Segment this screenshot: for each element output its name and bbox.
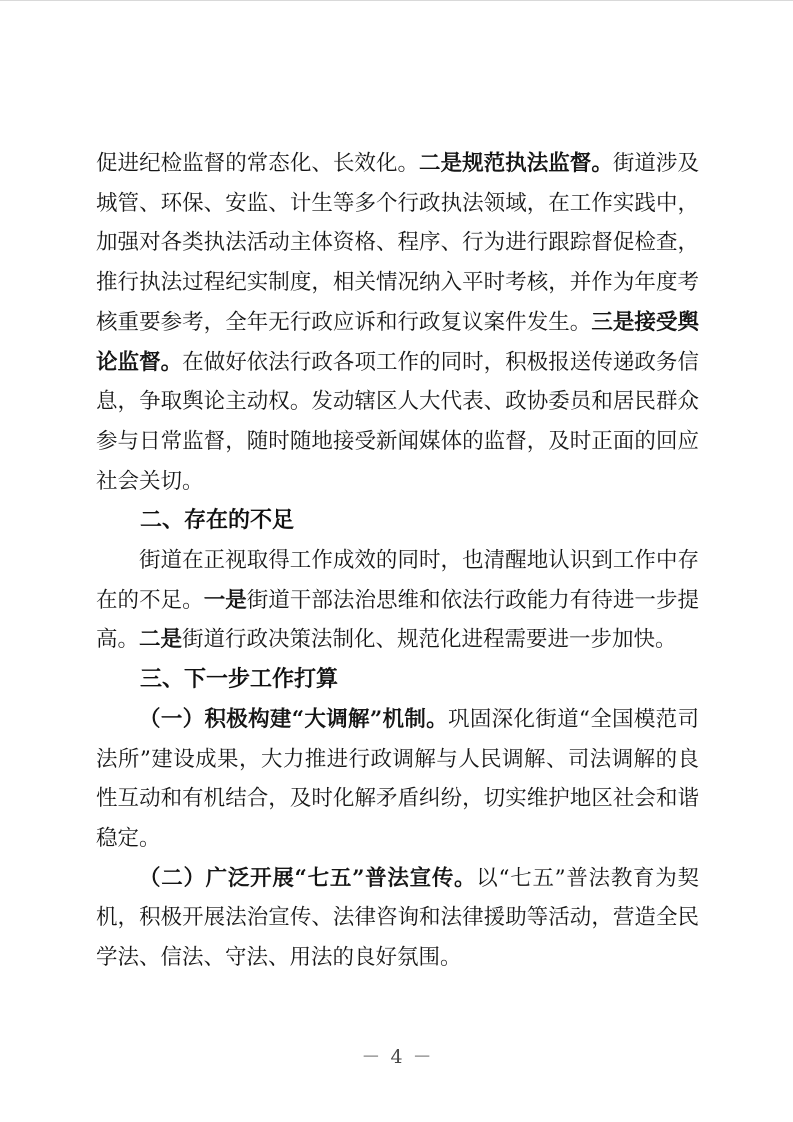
paragraph-shortcomings <box>96 541 699 660</box>
text-run-bold-first: 一是 <box>203 587 247 613</box>
text-run: 街道行政决策法制化、规范化进程需要进一步加快。 <box>182 627 677 653</box>
text-run-bold-law-publicity-lead: （二）广泛开展“七五”普法宣传。 <box>139 865 477 891</box>
text-run: 街道干部法治思维和依法行政能力有待进一步提高。 <box>96 587 699 653</box>
text-run: 促进纪检监督的常态化、长效化。 <box>96 151 420 176</box>
text-run: 街道涉及城管、环保、安监、计生等多个行政执法领域，在工作实践中，加强对各类执法活动主体资格、程序、行为进行跟踪督促检查，推行执法过程纪实制度，相关情况纳入平时考核，并作为年度考核重要参考，全年无行政应诉和行政复议案件发生。 <box>96 151 699 335</box>
text-run: 在做好依法行政各项工作的同时，积极报送传递政务信息，争取舆论主动权。发动辖区人大代表、政协委员和居民群众参与日常监督，随时随地接受新闻媒体的监督，及时正面的回应社会关切。 <box>96 349 699 494</box>
page-number: － 4 － <box>361 1046 434 1068</box>
paragraph-law-publicity <box>96 859 699 978</box>
text-run-bold-law-enforcement-supervision: 二是规范执法监督。 <box>419 151 613 176</box>
heading-shortcomings: 二、存在的不足 <box>140 508 295 534</box>
document-body <box>96 144 699 978</box>
paragraph-mediation <box>96 700 699 859</box>
text-run: 街道在正视取得工作成效的同时，也清醒地认识到工作中存在的不足。 <box>96 548 699 613</box>
paragraph-supervision <box>96 144 699 501</box>
text-run-bold-public-opinion-supervision: 三是接受舆论监督。 <box>96 309 699 375</box>
text-run: 巩固深化街道“全国模范司法所”建设成果，大力推进行政调解与人民调解、司法调解的良性互动和有机结合，及时化解矛盾纠纷，切实维护地区社会和谐稳定。 <box>96 706 699 851</box>
text-run-bold-mediation-lead: （一）积极构建“大调解”机制。 <box>139 706 448 732</box>
heading-next-steps: 三、下一步工作打算 <box>140 667 339 693</box>
text-run-bold-second: 二是 <box>139 627 183 653</box>
text-run: 以“七五”普法教育为契机，积极开展法治宣传、法律咨询和法律援助等活动，营造全民学法、信法、守法、用法的良好氛围。 <box>96 865 699 971</box>
